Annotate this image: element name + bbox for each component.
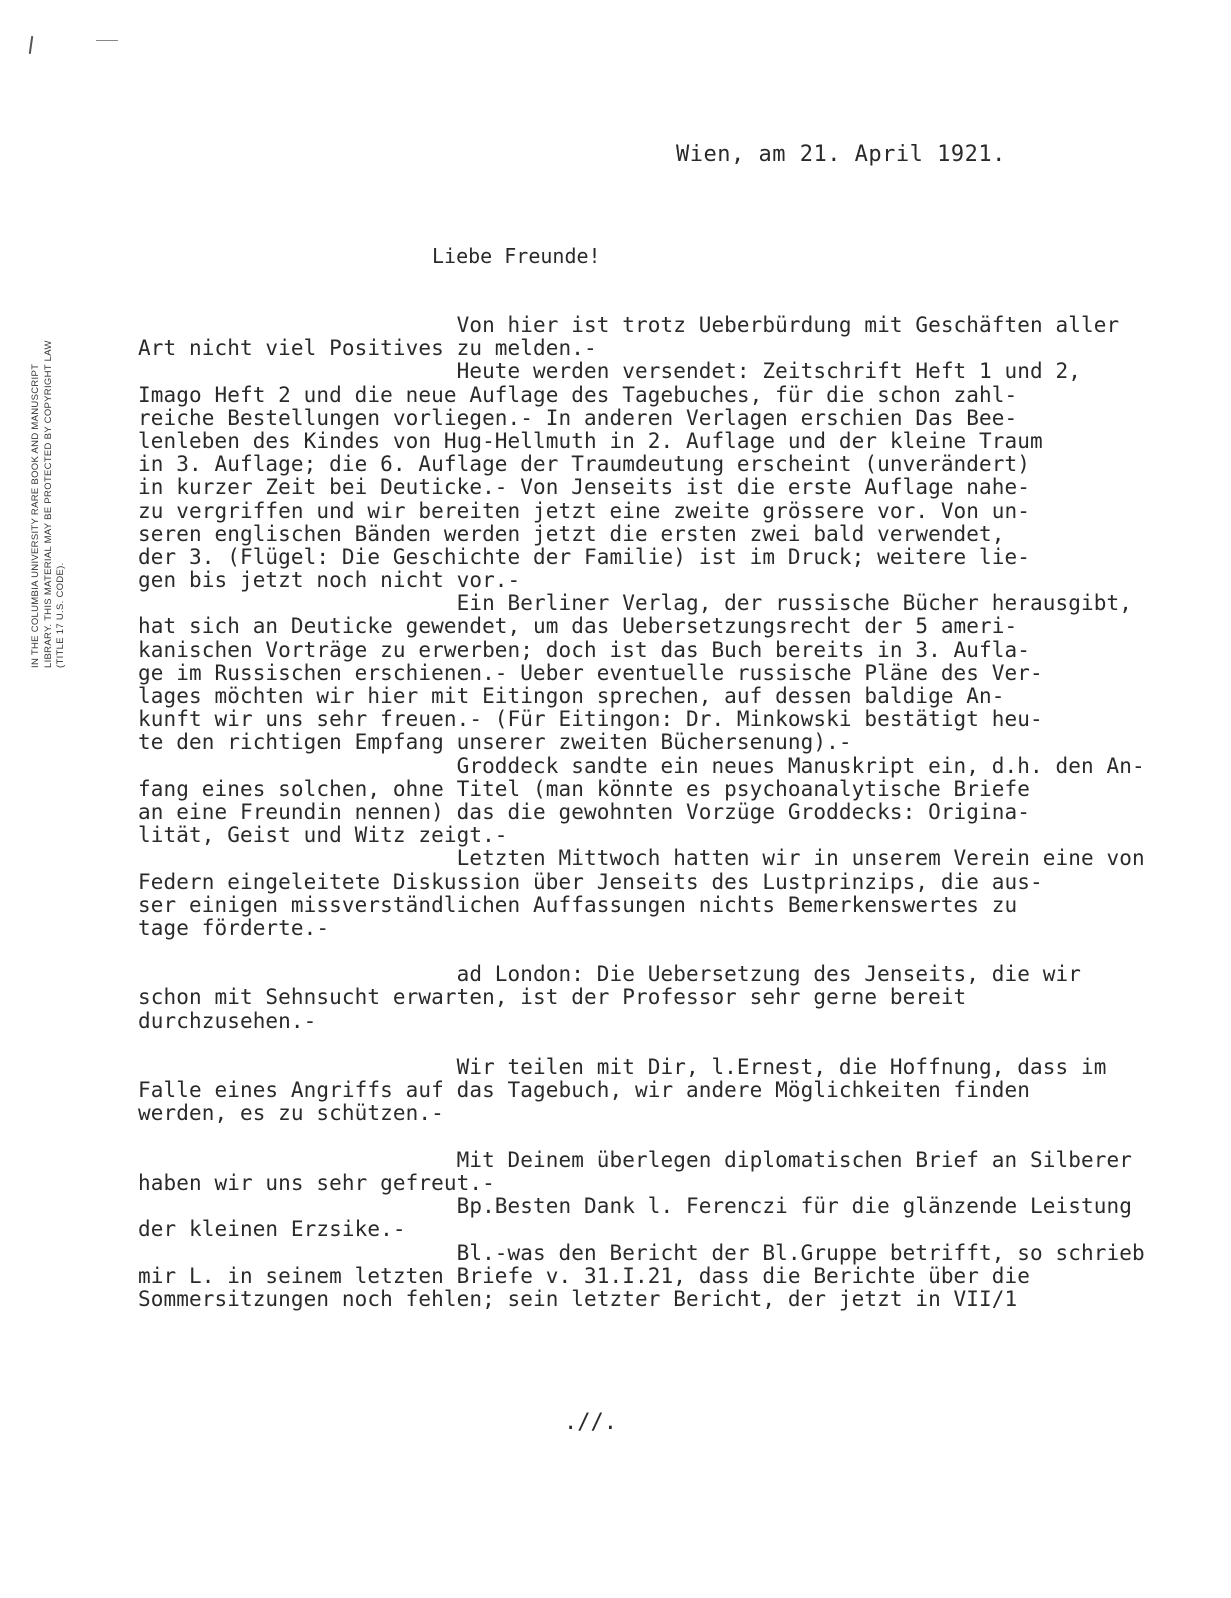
margin-mark (96, 40, 118, 41)
copyright-notice: IN THE COLUMBIA UNIVERSITY RARE BOOK AND MANUSCRIPT LIBRARY. THIS MATERIAL MAY BE PROTECTED BY COPYRIGHT LAW (TITLE 17 U.S. CODE). (30, 340, 66, 668)
letter-line: hat sich an Deuticke gewendet, um das Uebersetzungsrecht der 5 ameri- (138, 614, 1018, 639)
letter-line: ad London: Die Uebersetzung des Jenseits, die wir (138, 962, 1081, 987)
letter-line: Heute werden versendet: Zeitschrift Heft 1 und 2, (138, 359, 1081, 384)
letter-line: seren englischen Bänden werden jetzt die ersten zwei bald verwendet, (138, 521, 1005, 546)
letter-date: Wien, am 21. April 1921. (676, 142, 1006, 167)
letter-line: der kleinen Erzsike.- (138, 1217, 406, 1242)
letter-line (138, 1126, 1138, 1149)
letter-line (138, 1033, 1138, 1056)
letter-line: in 3. Auflage; die 6. Auflage der Traumdeutung erscheint (unverändert) (138, 452, 1031, 477)
letter-line: der 3. (Flügel: Die Geschichte der Familie) ist im Druck; weitere lie- (138, 544, 1031, 569)
letter-line: Von hier ist trotz Ueberbürdung mit Geschäften aller (138, 313, 1120, 337)
letter-line: Mit Deinem überlegen diplomatischen Brief an Silberer (138, 1147, 1132, 1172)
letter-body (138, 313, 1145, 1311)
letter-line: lität, Geist und Witz zeigt.- (138, 823, 508, 848)
letter-line: lenleben des Kindes von Hug-Hellmuth in 2. Auflage und der kleine Traum (138, 428, 1043, 453)
letter-line: gen bis jetzt noch nicht vor.- (138, 568, 521, 593)
letter-line: in kurzer Zeit bei Deuticke.- Von Jenseits ist die erste Auflage nahe- (138, 475, 1031, 500)
letter-line: mir L. in seinem letzten Briefe v. 31.I.21, dass die Berichte über die (138, 1263, 1031, 1288)
letter-line: Groddeck sandte ein neues Manuskript ein, d.h. den An- (138, 753, 1145, 778)
letter-line: Bp.Besten Dank l. Ferenczi für die glänzende Leistung (138, 1194, 1132, 1219)
letter-line: Wir teilen mit Dir, l.Ernest, die Hoffnung, dass im (138, 1055, 1107, 1079)
letter-line: kunft wir uns sehr freuen.- (Für Eitingon: Dr. Minkowski bestätigt heu- (138, 707, 1043, 732)
letter-line: ser einigen missverständlichen Auffassungen nichts Bemerkenswertes zu (138, 892, 1018, 917)
letter-line: tage förderte.- (138, 915, 330, 940)
letter-line: te den richtigen Empfang unserer zweiten Büchersenung).- (138, 730, 852, 755)
letter-line: durchzusehen.- (138, 1008, 317, 1033)
letter-line: Federn eingeleitete Diskussion über Jenseits des Lustprinzips, die aus- (138, 869, 1043, 894)
letter-line: Ein Berliner Verlag, der russische Bücher herausgibt, (138, 591, 1132, 616)
letter-line: ge im Russischen erschienen.- Ueber eventuelle russische Pläne des Ver- (138, 660, 1043, 685)
letter-line: fang eines solchen, ohne Titel (man könnte es psychoanalytische Briefe (138, 776, 1031, 801)
continuation-mark: .//. (564, 1410, 617, 1435)
letter-line: an eine Freundin nennen) das die gewohnten Vorzüge Groddecks: Origina- (138, 799, 1031, 824)
letter-line: zu vergriffen und wir bereiten jetzt eine zweite grössere vor. Von un- (138, 498, 1031, 523)
letter-line (138, 940, 1138, 963)
letter-line: reiche Bestellungen vorliegen.- In anderen Verlagen erschien Das Bee- (138, 405, 1018, 430)
letter-line: Letzten Mittwoch hatten wir in unserem Verein eine von (138, 846, 1145, 871)
letter-line: werden, es zu schützen.- (138, 1101, 444, 1126)
letter-line: Imago Heft 2 und die neue Auflage des Tagebuches, für die schon zahl- (138, 382, 1018, 407)
letter-line: lages möchten wir hier mit Eitingon sprechen, auf dessen baldige An- (138, 684, 1005, 708)
letter-line: Falle eines Angriffs auf das Tagebuch, wir andere Möglichkeiten finden (138, 1078, 1031, 1103)
letter-line: Sommersitzungen noch fehlen; sein letzter Bericht, der jetzt in VII/1 (138, 1286, 1018, 1311)
letter-line: schon mit Sehnsucht erwarten, ist der Professor sehr gerne bereit (138, 985, 967, 1010)
letter-line: haben wir uns sehr gefreut.- (138, 1170, 495, 1195)
letter-line: Art nicht viel Positives zu melden.- (138, 336, 597, 361)
letter-line: Bl.-was den Bericht der Bl.Gruppe betrifft, so schrieb (138, 1240, 1145, 1265)
salutation: Liebe Freunde! (432, 244, 601, 268)
margin-mark (29, 36, 33, 54)
letter-line: kanischen Vorträge zu erwerben; doch ist das Buch bereits in 3. Aufla- (138, 637, 1031, 662)
